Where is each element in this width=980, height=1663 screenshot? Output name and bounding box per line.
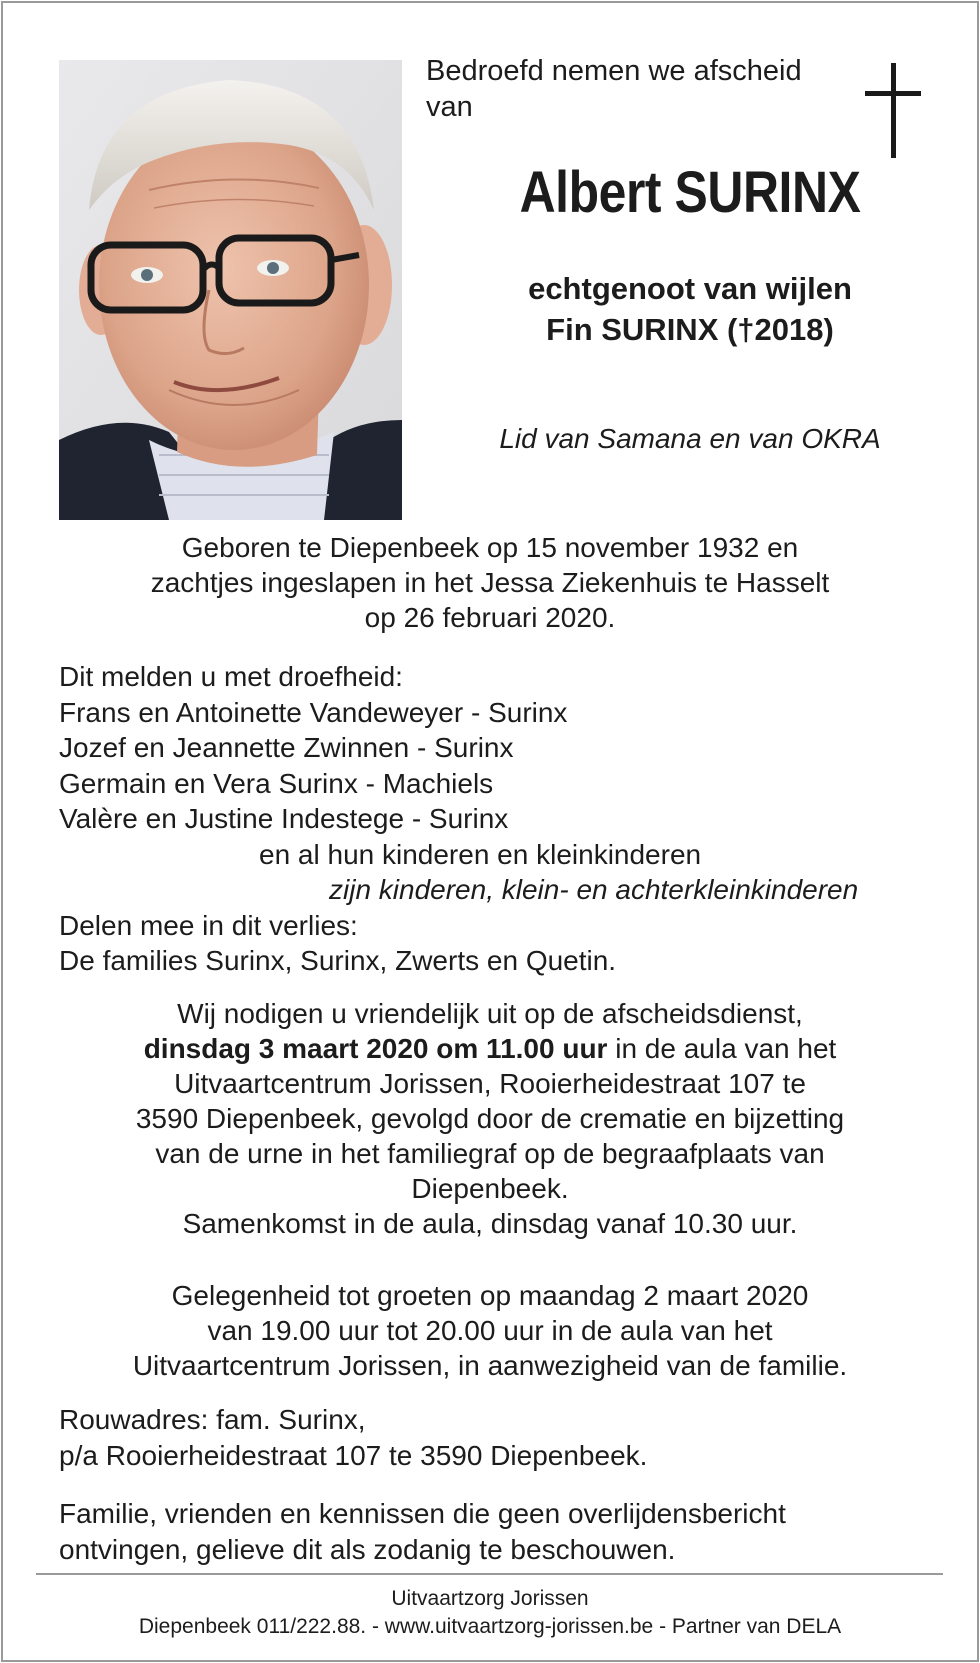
family-member: Jozef en Jeannette Zwinnen - Surinx <box>59 732 514 763</box>
service-line: Diepenbeek. <box>411 1173 569 1204</box>
service-date: dinsdag 3 maart 2020 om 11.00 uur <box>143 1033 608 1064</box>
service-line-rest: in de aula van het <box>607 1033 837 1064</box>
closing-note <box>59 1496 959 1568</box>
funeral-service-info <box>40 996 940 1241</box>
grandchildren-line: zijn kinderen, klein- en achterkleinkinderen <box>329 874 859 905</box>
footer-contact: Diepenbeek 011/222.88. - www.uitvaartzorg-jorissen.be - Partner van DELA <box>138 1615 842 1638</box>
share-heading: Delen mee in dit verlies: <box>59 909 358 941</box>
service-date-line <box>40 1031 940 1066</box>
note-line: Familie, vrienden en kennissen die geen overlijdensbericht <box>59 1498 786 1529</box>
family-member: Frans en Antoinette Vandeweyer - Surinx <box>59 696 568 728</box>
visit-line: van 19.00 uur tot 20.00 uur in de aula van het <box>207 1315 773 1346</box>
service-line: Uitvaartcentrum Jorissen, Rooierheidestraat 107 te <box>174 1068 806 1099</box>
address-line: Rouwadres: fam. Surinx, <box>59 1404 366 1435</box>
spouse-info <box>420 268 960 350</box>
membership-text: Lid van Samana en van OKRA <box>499 423 881 454</box>
spouse-line: Fin SURINX (†2018) <box>546 312 834 347</box>
family-member: Germain en Vera Surinx - Machiels <box>59 767 494 799</box>
footer <box>40 1585 940 1641</box>
intro-line: Bedroefd nemen we afscheid <box>426 55 802 87</box>
visitation-info <box>40 1278 940 1383</box>
address-line: p/a Rooierheidestraat 107 te 3590 Diepenbeek. <box>59 1439 648 1471</box>
family-member: Valère en Justine Indestege - Surinx <box>59 803 509 834</box>
portrait-photo <box>59 60 402 520</box>
deceased-name: Albert SURINX <box>519 160 861 225</box>
service-line: Wij nodigen u vriendelijk uit op de afscheidsdienst, <box>177 998 803 1029</box>
visit-line: Uitvaartcentrum Jorissen, in aanwezigheid van de familie. <box>132 1350 848 1381</box>
service-line: van de urne in het familiegraf op de begraafplaats van <box>155 1138 825 1169</box>
intro-line: van <box>426 91 473 123</box>
family-heading: Dit melden u met droefheid: <box>59 661 403 692</box>
share-families: De families Surinx, Surinx, Zwerts en Quetin. <box>59 945 617 976</box>
intro-text <box>426 53 856 125</box>
spouse-line: echtgenoot van wijlen <box>528 271 852 306</box>
cross-icon <box>865 63 921 158</box>
birth-death-info <box>40 530 940 635</box>
footer-company: Uitvaartzorg Jorissen <box>391 1587 589 1610</box>
family-announcement <box>59 659 959 979</box>
visit-line: Gelegenheid tot groeten op maandag 2 maart 2020 <box>171 1280 809 1311</box>
birth-line: op 26 februari 2020. <box>364 602 616 633</box>
mourning-address <box>59 1402 959 1473</box>
birth-line: zachtjes ingeslapen in het Jessa Ziekenhuis te Hasselt <box>150 567 830 598</box>
service-line: 3590 Diepenbeek, gevolgd door de crematie en bijzetting <box>135 1103 845 1134</box>
note-line: ontvingen, gelieve dit als zodanig te beschouwen. <box>59 1534 676 1565</box>
footer-divider <box>36 1573 943 1575</box>
children-line: en al hun kinderen en kleinkinderen <box>259 838 702 870</box>
birth-line: Geboren te Diepenbeek op 15 november 1932 en <box>181 532 799 563</box>
service-line: Samenkomst in de aula, dinsdag vanaf 10.30 uur. <box>182 1208 798 1239</box>
